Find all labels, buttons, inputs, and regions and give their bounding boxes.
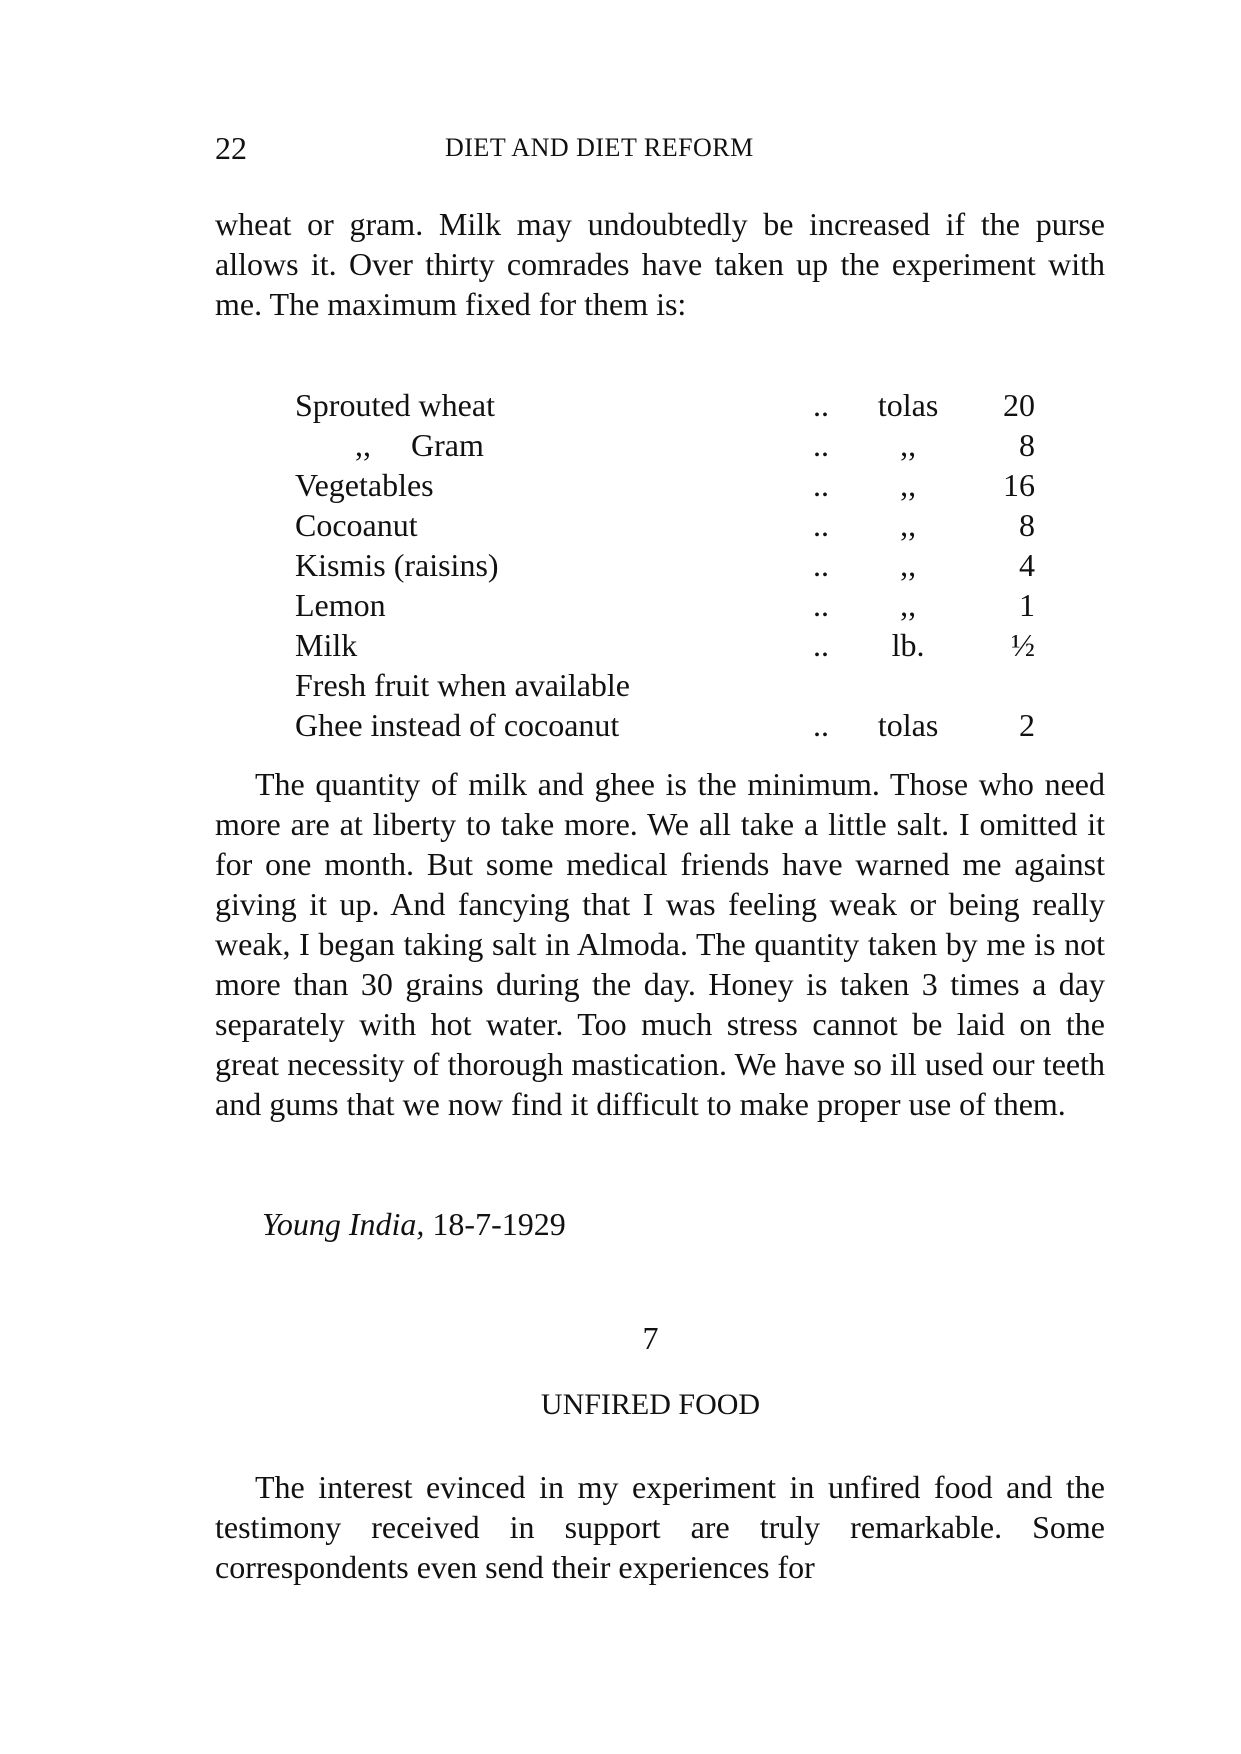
leader-dots: .. bbox=[812, 627, 829, 663]
table-row bbox=[295, 585, 1035, 625]
diet-unit: lb. bbox=[891, 627, 925, 663]
milk-ghee-paragraph: The quantity of milk and ghee is the minimum. Those who need more are at liberty to take more. We all take a little salt. I omitted it for one month. But some medical friends have warned me against giving it up. And fancying that I was feeling weak or being really weak, I began taking salt in Almoda. The quantity taken by me is not more than 30 grains during the day. Honey is taken 3 times a day separately with hot water. Too much stress cannot be laid on the great necessity of thorough mastication. We have so ill used our teeth and gums that we now find it difficult to make proper use of them. bbox=[215, 766, 1105, 1122]
table-row bbox=[295, 385, 1035, 425]
diet-quantity: 16 bbox=[1003, 467, 1035, 503]
chapter-number: 7 bbox=[642, 1320, 659, 1356]
diet-item: Vegetables bbox=[295, 467, 434, 503]
leader-dots: .. bbox=[812, 587, 829, 623]
chapter-title: UNFIRED FOOD bbox=[540, 1388, 761, 1421]
diet-item: Sprouted wheat bbox=[295, 387, 495, 423]
page-header bbox=[215, 128, 1115, 168]
diet-item: Fresh fruit when available bbox=[295, 667, 630, 703]
table-row bbox=[295, 425, 1035, 465]
leader-dots: .. bbox=[812, 707, 829, 743]
page-number: 22 bbox=[215, 130, 247, 166]
citation bbox=[262, 1204, 566, 1244]
diet-item: Milk bbox=[295, 627, 358, 663]
table-row bbox=[295, 505, 1035, 545]
diet-unit: ,, bbox=[900, 427, 917, 463]
diet-table bbox=[295, 385, 1035, 745]
leader-dots: .. bbox=[812, 467, 829, 503]
running-head: DIET AND DIET REFORM bbox=[445, 133, 754, 162]
diet-quantity: 1 bbox=[1019, 587, 1035, 623]
table-row bbox=[295, 545, 1035, 585]
table-row bbox=[295, 625, 1035, 665]
table-row bbox=[295, 465, 1035, 505]
diet-unit: tolas bbox=[877, 707, 939, 743]
diet-quantity: 2 bbox=[1019, 707, 1035, 743]
intro-paragraph: wheat or gram. Milk may undoubtedly be increased if the purse allows it. Over thirty comrades have taken up the experiment with me. The maximum fixed for them is: bbox=[215, 206, 1105, 322]
citation-source: Young India, bbox=[262, 1206, 425, 1242]
diet-unit: ,, bbox=[900, 467, 917, 503]
diet-quantity bbox=[959, 665, 1035, 705]
unfired-food-paragraph: The interest evinced in my experiment in unfired food and the testimony received in support are truly remarkable. Some correspondents even send their experiences for bbox=[215, 1469, 1105, 1585]
leader-dots bbox=[813, 665, 857, 705]
diet-quantity: ½ bbox=[1011, 627, 1035, 663]
leader-dots: .. bbox=[812, 507, 829, 543]
citation-date: 18-7-1929 bbox=[432, 1206, 566, 1242]
diet-item: Cocoanut bbox=[295, 507, 418, 543]
diet-quantity: 8 bbox=[1019, 427, 1035, 463]
diet-item: Lemon bbox=[295, 587, 386, 623]
diet-unit: tolas bbox=[877, 387, 939, 423]
diet-unit: ,, bbox=[900, 547, 917, 583]
table-row bbox=[295, 665, 1035, 705]
diet-quantity: 20 bbox=[1003, 387, 1035, 423]
diet-unit: ,, bbox=[900, 587, 917, 623]
leader-dots: .. bbox=[812, 427, 829, 463]
diet-unit: ,, bbox=[900, 507, 917, 543]
diet-unit bbox=[857, 665, 959, 705]
diet-item: Ghee instead of cocoanut bbox=[295, 707, 620, 743]
leader-dots: .. bbox=[812, 387, 829, 423]
table-row bbox=[295, 705, 1035, 745]
diet-item: Kismis (raisins) bbox=[295, 547, 499, 583]
leader-dots: .. bbox=[812, 547, 829, 583]
diet-quantity: 4 bbox=[1019, 547, 1035, 583]
diet-quantity: 8 bbox=[1019, 507, 1035, 543]
diet-item: ,, Gram bbox=[355, 427, 484, 463]
